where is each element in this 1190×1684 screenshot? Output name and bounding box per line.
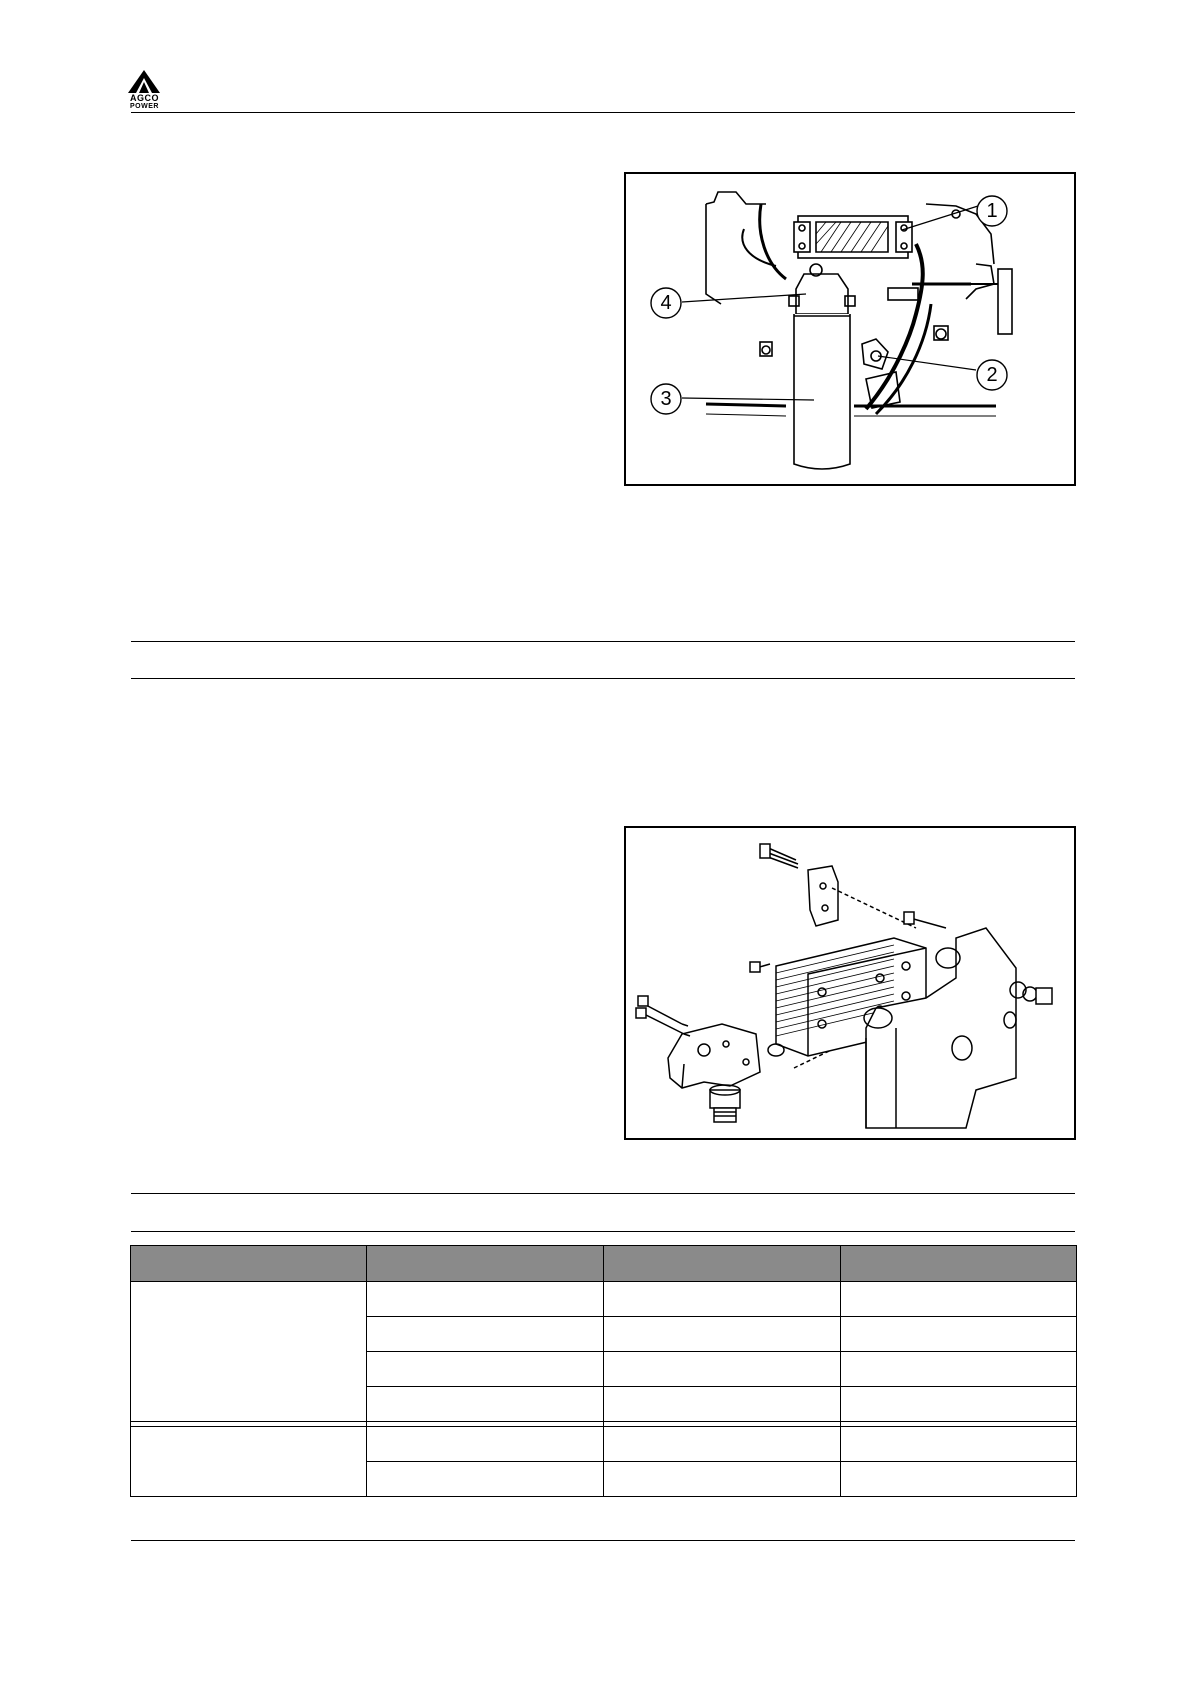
spec-table — [130, 1245, 1077, 1497]
logo-text-agco: AGCO — [130, 93, 159, 103]
table-header-row — [131, 1246, 1077, 1282]
table-cell — [841, 1462, 1077, 1497]
section-rule-1-top — [131, 641, 1075, 642]
callout-4: 4 — [660, 292, 672, 314]
section-rule-2-top — [131, 1193, 1075, 1194]
logo-triangle-icon — [126, 68, 162, 94]
table-header-cell — [131, 1246, 367, 1282]
table-cell — [604, 1387, 841, 1422]
table-cell — [841, 1317, 1077, 1352]
oil-cooler-exploded-drawing — [626, 828, 1074, 1138]
table-header-cell — [604, 1246, 841, 1282]
table-header-cell — [841, 1246, 1077, 1282]
table-cell — [367, 1462, 604, 1497]
table-cell — [131, 1427, 367, 1497]
callout-2: 2 — [986, 364, 998, 386]
figure-oil-cooler-installed — [624, 172, 1076, 486]
table-cell — [367, 1352, 604, 1387]
section-rule-1-bottom — [131, 678, 1075, 679]
callout-1: 1 — [986, 200, 998, 222]
table-cell — [841, 1387, 1077, 1422]
section-rule-2-bottom — [131, 1231, 1075, 1232]
table-header-cell — [367, 1246, 604, 1282]
table-cell — [604, 1317, 841, 1352]
table-cell — [604, 1462, 841, 1497]
table-cell — [841, 1427, 1077, 1462]
table-cell — [604, 1282, 841, 1317]
table-cell — [604, 1427, 841, 1462]
table-cell — [604, 1352, 841, 1387]
table-cell — [367, 1317, 604, 1352]
logo-text-power: POWER — [130, 103, 159, 110]
table-cell — [131, 1282, 367, 1422]
agco-power-logo — [126, 68, 162, 110]
figure-oil-cooler-exploded — [624, 826, 1076, 1140]
header-rule — [131, 112, 1075, 113]
footer-rule — [131, 1540, 1075, 1541]
table-row — [131, 1282, 1077, 1317]
table-cell — [841, 1352, 1077, 1387]
table-row — [131, 1427, 1077, 1462]
table-cell — [367, 1427, 604, 1462]
table-cell — [367, 1387, 604, 1422]
table-cell — [841, 1282, 1077, 1317]
oil-cooler-installed-drawing — [626, 174, 1074, 484]
table-cell — [367, 1282, 604, 1317]
callout-3: 3 — [660, 388, 672, 410]
